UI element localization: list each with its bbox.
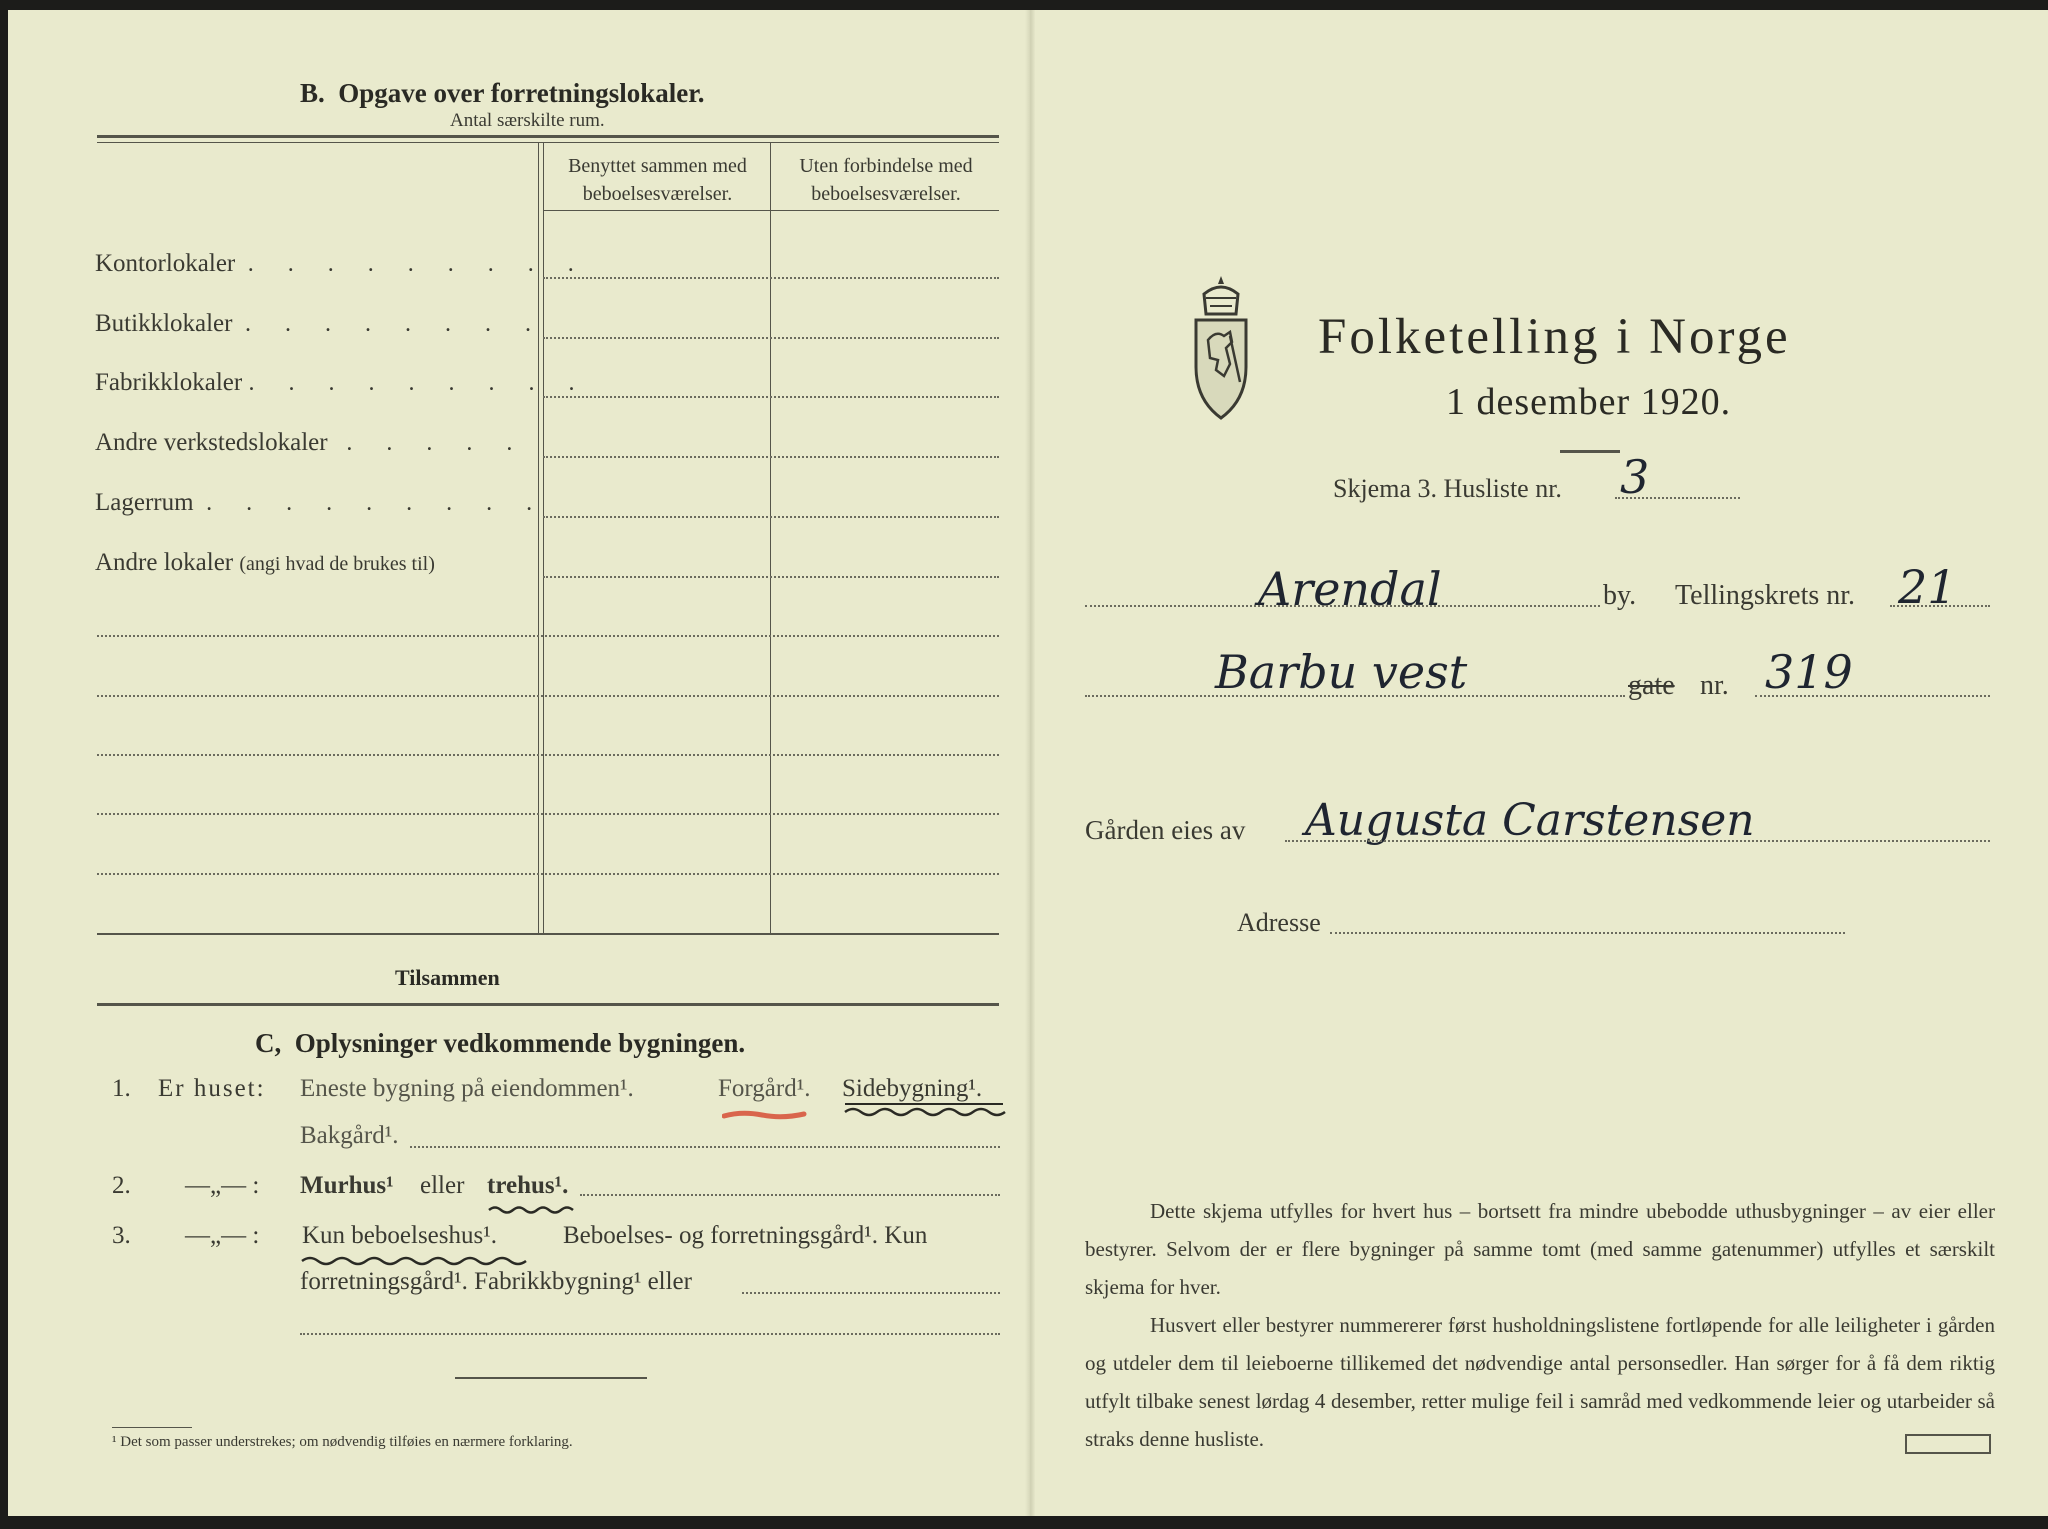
row-rule	[97, 754, 999, 756]
table-top-rule-2	[97, 142, 999, 143]
row-rule	[543, 576, 999, 578]
street-fill-line	[1085, 695, 1625, 697]
row-rule	[97, 695, 999, 697]
col-header-rule	[543, 210, 999, 211]
section-c-heading: C, Oplysninger vedkommende bygningen.	[255, 1028, 746, 1058]
item3-question: —„— :	[185, 1222, 260, 1249]
norway-coat-of-arms-icon	[1190, 272, 1252, 422]
item3-option-kun-beboelseshus: Kun beboelseshus¹.	[302, 1222, 497, 1249]
table-top-rule	[97, 135, 999, 138]
item1-fill-line	[410, 1146, 1000, 1148]
owner-label: Gården eies av	[1085, 815, 1246, 845]
row-label-lagerrum: Lagerrum . . . . . . . . .	[95, 489, 547, 516]
section-b-letter: B.	[300, 78, 325, 108]
row-label-andre-verksteds: Andre verkstedslokaler . . . . .	[95, 429, 527, 456]
footnote: ¹ Det som passer understrekes; om nødvendig tilføies en nærmere forklaring.	[112, 1434, 573, 1450]
item1-option-bakgard: Bakgård¹.	[300, 1122, 399, 1149]
footnote-rule	[112, 1427, 192, 1428]
row-label-butikklokaler: Butikklokaler . . . . . . . .	[95, 310, 545, 337]
nr-label: nr.	[1700, 670, 1729, 701]
item1-option-forgard: Forgård¹.	[718, 1075, 811, 1102]
col1-header-line1: Benyttet sammen med	[568, 155, 747, 177]
tellingskrets-fill-line	[1890, 605, 1990, 607]
row-label-kontorlokaler: Kontorlokaler . . . . . . . . .	[95, 250, 588, 277]
item1-question: Er huset:	[158, 1075, 266, 1102]
item3-number: 3.	[112, 1222, 131, 1249]
total-label: Tilsammen	[395, 965, 500, 990]
printer-stamp	[1905, 1434, 1991, 1454]
wavy-underline-trehus	[487, 1203, 577, 1217]
row-rule	[543, 516, 999, 518]
skjema-label: Skjema 3. Husliste nr.	[1333, 474, 1562, 503]
section-b-title: Opgave over forretningslokaler.	[338, 78, 705, 108]
town-fill-line	[1085, 605, 1600, 607]
instructions-paragraph-2: Husvert eller bestyrer nummererer først husholdningslistene fortløpende for alle leiligheter i gården og utdeler dem til leieboerne tillikemed det nødvendige antal personsedler. Han sørger for å få dem riktig utfylt tilbake senest lørdag 4 desember, retter mulige feil i samråd med vedkommende leier og utarbeider så straks denne husliste.	[1085, 1313, 1995, 1451]
house-number-fill-line	[1755, 695, 1990, 697]
row-label-fabrikklokaler: Fabrikklokaler . . . . . . . . .	[95, 369, 589, 396]
address-label: Adresse	[1237, 908, 1321, 937]
section-b-heading	[300, 78, 705, 109]
col-header-with-dwelling	[545, 152, 770, 208]
item2-fill-line	[580, 1194, 1000, 1196]
section-end-rule	[455, 1377, 647, 1379]
house-number-value[interactable]: 319	[1765, 645, 1853, 699]
row-rule	[97, 635, 999, 637]
row-rule	[543, 277, 999, 279]
item2-eller: eller	[420, 1172, 465, 1199]
col2-header-line1: Uten forbindelse med	[799, 155, 973, 177]
census-date: 1 desember 1920.	[1446, 381, 1732, 423]
total-top-rule	[97, 933, 999, 935]
item3-option-fabrikk: forretningsgård¹. Fabrikkbygning¹ eller	[300, 1268, 692, 1295]
col1-header-line2: beboelsesværelser.	[582, 183, 733, 205]
col2-header-line2: beboelsesværelser.	[811, 183, 961, 205]
document-title: Folketelling i Norge	[1318, 309, 1791, 365]
item2-option-murhus: Murhus¹	[300, 1172, 394, 1199]
by-label: by.	[1603, 580, 1637, 611]
owner-fill-line	[1285, 840, 1990, 842]
item1-number: 1.	[112, 1075, 131, 1102]
row-rule	[97, 873, 999, 875]
town-value[interactable]: Arendal	[1258, 562, 1442, 616]
item3-option-beboelses-forretning: Beboelses- og forretningsgård¹. Kun	[563, 1222, 928, 1249]
row-rule	[543, 337, 999, 339]
total-bottom-rule	[97, 1003, 999, 1006]
section-b-subheading: Antal særskilte rum.	[450, 110, 605, 131]
item3-fill-line	[742, 1292, 1000, 1294]
street-value[interactable]: Barbu vest	[1215, 645, 1468, 699]
husliste-number-value[interactable]: 3	[1620, 450, 1650, 504]
item1-option-eneste: Eneste bygning på eiendommen¹.	[300, 1075, 634, 1102]
tellingskrets-label: Tellingskrets nr.	[1675, 580, 1856, 611]
item3-fill-line-2	[300, 1333, 1000, 1335]
item2-number: 2.	[112, 1172, 131, 1199]
wavy-underline-beboelseshus	[300, 1253, 535, 1269]
item2-option-trehus: trehus¹.	[487, 1172, 569, 1199]
row-rule	[543, 396, 999, 398]
page-fold	[1025, 10, 1035, 1516]
wavy-underline-sidebygning	[843, 1100, 1008, 1120]
red-underline-mark	[722, 1108, 807, 1122]
husliste-fill-line	[1615, 497, 1740, 499]
row-rule	[97, 813, 999, 815]
gate-label-struck: gate	[1628, 670, 1675, 701]
owner-value[interactable]: Augusta Carstensen	[1305, 795, 1755, 846]
instructions-paragraph-1: Dette skjema utfylles for hvert hus – bortsett fra mindre ubebodde uthusbygninger – av eier eller bestyrer. Selvom der er flere bygninger på samme tomt (med samme gatenummer) utfylles et særskilt skjema for hver.	[1085, 1199, 1995, 1299]
item2-question: —„— :	[185, 1172, 260, 1199]
item1-option-sidebygning: Sidebygning¹.	[842, 1075, 983, 1102]
row-label-andre-lokaler: Andre lokaler (angi hvad de brukes til)	[95, 549, 435, 576]
row-rule	[543, 456, 999, 458]
tellingskrets-value[interactable]: 21	[1898, 560, 1957, 614]
address-fill-line[interactable]	[1330, 932, 1845, 934]
title-rule	[1560, 450, 1620, 453]
col-header-without-dwelling	[772, 152, 1000, 208]
